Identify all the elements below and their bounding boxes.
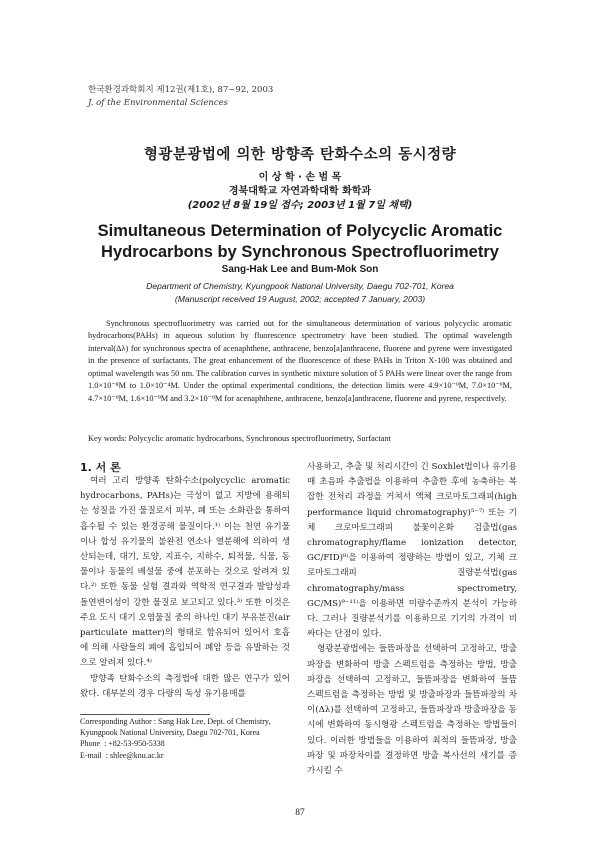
affiliation-english: Department of Chemistry, Kyungpook National University, Daegu 702-701, Korea: [146, 281, 454, 291]
abstract: Synchronous spectrofluorimetry was carried out for the simultaneous determination of various polycyclic aromatic hydrocarbons(PAHs) in aqueous solution by fluorescence spectrometry have been studied. The optimal wavelength interval(Δλ) for synchronous spectra of acenaphthene, anthracene, benzo[a]anthracene, fluorene and pyrene were investigated in the presence of surfactants. The great enhancement of the fluorescence of these PAHs in Triton X-100 was obtained and optimal wavelength was 50 nm. The calibration curves in synthetic mixture solution of 5 PAHs were linear over the range from 1.0×10⁻⁸M to 1.0×10⁻⁴M. Under the optimal experimental conditions, the detection limits were 4.9×10⁻⁹M, 7.0×10⁻⁹M, 4.7×10⁻⁹M, 1.6×10⁻⁹M and 3.2×10⁻⁹M for acenaphthene, anthracene, benzo[a]anthracene, fluorene and pyrene, respectively.: [88, 319, 512, 403]
right-column: [307, 460, 517, 779]
title-korean: 형광분광법에 의한 방향족 탄화수소의 동시정량: [143, 147, 457, 163]
received-date-english: (Manuscript received 19 August, 2002; accepted 7 January, 2003): [174, 293, 426, 304]
title-english: [0, 221, 600, 263]
keywords: Key words: Polycyclic aromatic hydrocarbons, Synchronous spectrofluorimetry, Surfactant: [88, 434, 391, 443]
page-number: 87: [295, 808, 305, 818]
corresponding-author-footnote: Corresponding Author : Sang Hak Lee, Dept. of Chemistry, Kyungpook National University, Daegu 702-701, Korea Phone : +82-53-950-5338 E-mail : shlee@knu.ac.kr: [80, 717, 271, 760]
authors-block-korean: [0, 171, 600, 213]
left-column-paragraph-2: 방향족 탄화수소의 측정법에 대한 많은 연구가 있어 왔다. 대부분의 경우 다량의 독성 유기용매를: [80, 673, 290, 699]
right-column-paragraph-1: 사용하고, 추출 및 처리시간이 긴 Soxhlet법이나 유기용매 초음파 추출법을 이용하여 추출한 후에 농축하는 복잡한 전처리 과정을 거쳐서 액체 크로마토그래피(high performance liquid chromatography)⁵⁻⁷⁾ 또는 기체 크로마토그래피 불꽃이온화 검출법(gas chromatography/flame ionization detector, GC/FID)⁸⁾을 이용하여 정량하는 방법이 있고, 기체 크로마토그래피 질량분석법(gas chromatography/mass spectrometry, GC/MS)⁹⁻¹¹⁾을 이용하면 미량수준까지 분석이 가능하다. 그러나 질량분석기를 이용하므로 기기의 가격이 비싸다는 단점이 있다.: [307, 462, 517, 640]
affiliation-korean: 경북대학교 자연과학대학 화학과: [228, 186, 372, 197]
authors-english: Sang-Hak Lee and Bum-Mok Son: [221, 264, 379, 275]
authors-korean: 이 상 학 · 손 범 목: [258, 172, 342, 183]
affiliation-block-english: [0, 280, 600, 305]
section-heading-introduction: 1. 서 론: [80, 461, 121, 474]
footnote-divider: [80, 714, 210, 715]
title-english-line2: Hydrocarbons by Synchronous Spectrofluorimetry: [101, 243, 499, 261]
right-column-paragraph-2: 형광분광법에는 들뜸파장을 선택하여 고정하고, 방출파장을 변화하여 방출 스펙트럼을 측정하는 방법, 방출파장을 선택하여 고정하고, 들뜸파장을 변화하여 들뜸 스펙트럼을 측정하는 방법 및 방출파장과 들뜸파장의 차이(Δλ)를 선택하여 고정하고, 들뜸파장과 방출파장을 동시에 변화하여 동시형광 스펙트럼을 측정하는 방법들이 있다. 이러한 방법들을 이용하여 최적의 들뜸파장, 방출파장 및 파장차이를 결정하면 방출 복사선의 세기를 증가시킬 수: [307, 644, 517, 777]
received-date-korean: (2002년 8월 19일 접수; 2003년 1월 7일 채택): [187, 200, 413, 211]
left-column: [80, 474, 290, 702]
left-column-paragraph-1: 여러 고리 방향족 탄화수소(polycyclic aromatic hydrocarbons, PAHs)는 극성이 없고 지방에 용해되는 성질을 가진 물질로서 피부, 폐 또는 소화관을 통하여 흡수될 수 있는 환경공해 물질이다.¹⁾ 이는 천연 유기물이나 합성 유기물의 불완전 연소나 열분해에 의하여 생산되는데, 대기, 토양, 지표수, 지하수, 퇴적물, 식물, 동물이나 동물의 배설물 중에 분포하는 것으로 알려져 있다.²⁾ 또한 동물 실험 결과와 역학적 연구결과 발암성과 돌연변이성이 강한 물질로 보고되고 있다.³⁾ 또한 이것은 주요 도시 대기 오염물질 중의 하나인 대기 부유분진(air particulate matter)의 형태로 함유되어 있어서 호흡에 의해 사람들의 폐에 흡입되어 폐암 등을 유발하는 것으로 알려져 있다.⁴⁾: [80, 476, 290, 669]
title-english-line1: Simultaneous Determination of Polycyclic Aromatic: [97, 222, 503, 240]
journal-name-en: J. of the Environmental Sciences: [88, 98, 229, 108]
journal-header: [88, 84, 273, 110]
journal-citation: 한국환경과학회지 제12권(제1호), 87~92, 2003: [88, 85, 274, 95]
